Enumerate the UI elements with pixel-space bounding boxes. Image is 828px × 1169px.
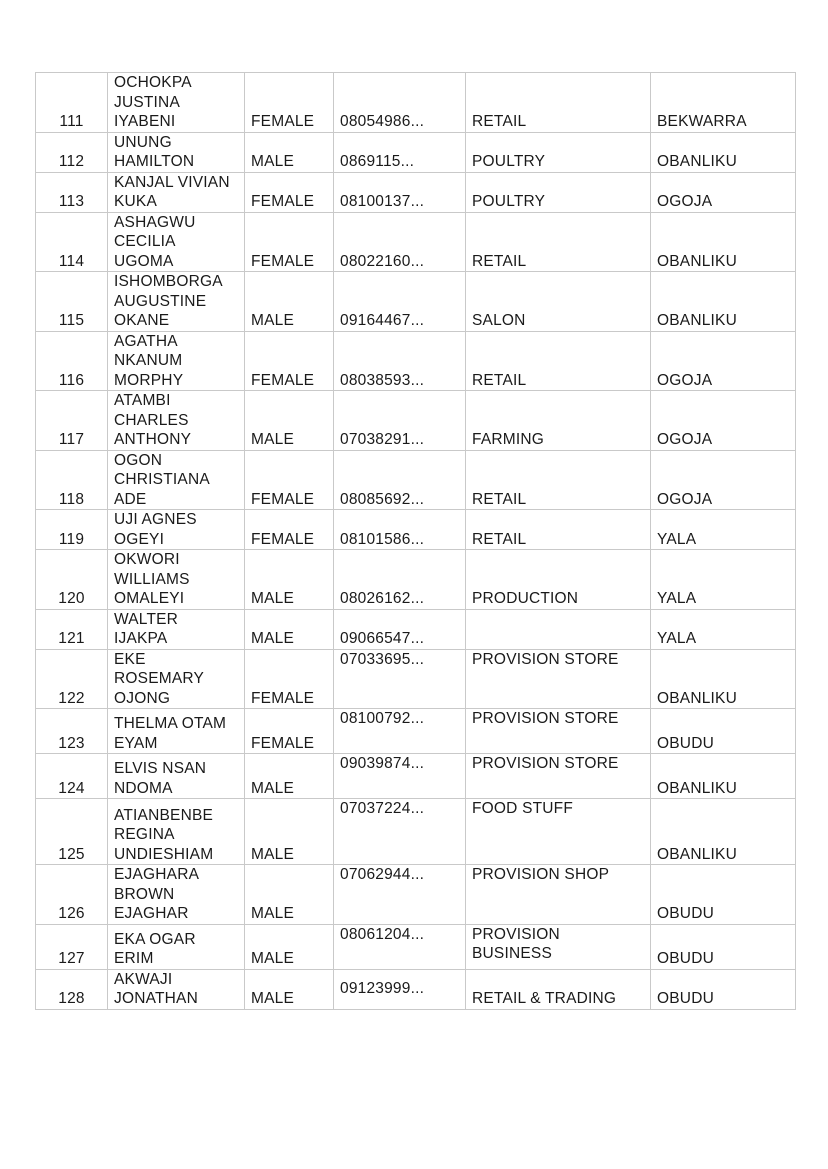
lga-cell: OBANLIKU (651, 272, 796, 332)
business-cell: FARMING (466, 391, 651, 451)
serial-number-cell: 122 (36, 649, 108, 709)
lga-cell: OGOJA (651, 172, 796, 212)
name-cell: ISHOMBORGA AUGUSTINE OKANE (108, 272, 245, 332)
serial-number-cell: 120 (36, 550, 108, 610)
phone-cell: 08026162... (334, 550, 466, 610)
lga-cell: OGOJA (651, 331, 796, 391)
table-row (36, 450, 796, 510)
lga-cell: OBANLIKU (651, 132, 796, 172)
serial-number-cell: 116 (36, 331, 108, 391)
business-cell: PROVISION BUSINESS (466, 924, 651, 969)
business-cell: POULTRY (466, 132, 651, 172)
name-cell: ASHAGWU CECILIA UGOMA (108, 212, 245, 272)
serial-number-cell: 117 (36, 391, 108, 451)
name-cell: OGON CHRISTIANA ADE (108, 450, 245, 510)
lga-cell: OBANLIKU (651, 212, 796, 272)
name-cell: AGATHA NKANUM MORPHY (108, 331, 245, 391)
serial-number-cell: 112 (36, 132, 108, 172)
phone-cell: 08022160... (334, 212, 466, 272)
phone-cell: 09123999... (334, 969, 466, 1009)
phone-cell: 08085692... (334, 450, 466, 510)
gender-cell: MALE (245, 272, 334, 332)
name-cell: EKA OGAR ERIM (108, 924, 245, 969)
gender-cell: MALE (245, 799, 334, 865)
serial-number-cell: 114 (36, 212, 108, 272)
phone-cell: 08061204... (334, 924, 466, 969)
lga-cell: OBANLIKU (651, 754, 796, 799)
lga-cell: YALA (651, 609, 796, 649)
table-row (36, 272, 796, 332)
gender-cell: MALE (245, 391, 334, 451)
name-cell: EKE ROSEMARY OJONG (108, 649, 245, 709)
name-cell: ELVIS NSAN NDOMA (108, 754, 245, 799)
name-cell: EJAGHARA BROWN EJAGHAR (108, 865, 245, 925)
serial-number-cell: 115 (36, 272, 108, 332)
gender-cell: MALE (245, 754, 334, 799)
serial-number-cell: 118 (36, 450, 108, 510)
business-cell: RETAIL & TRADING (466, 969, 651, 1009)
business-cell: PROVISION STORE (466, 754, 651, 799)
name-cell: ATIANBENBE REGINA UNDIESHIAM (108, 799, 245, 865)
phone-cell: 08038593... (334, 331, 466, 391)
gender-cell: FEMALE (245, 331, 334, 391)
table-row (36, 865, 796, 925)
phone-cell: 08100137... (334, 172, 466, 212)
phone-cell: 07037224... (334, 799, 466, 865)
table-row (36, 172, 796, 212)
gender-cell: MALE (245, 969, 334, 1009)
gender-cell: FEMALE (245, 172, 334, 212)
phone-cell: 08100792... (334, 709, 466, 754)
serial-number-cell: 121 (36, 609, 108, 649)
name-cell: THELMA OTAM EYAM (108, 709, 245, 754)
name-cell: OKWORI WILLIAMS OMALEYI (108, 550, 245, 610)
table-row (36, 924, 796, 969)
serial-number-cell: 124 (36, 754, 108, 799)
lga-cell: OBANLIKU (651, 799, 796, 865)
business-cell: PRODUCTION (466, 550, 651, 610)
table-row (36, 73, 796, 133)
gender-cell: MALE (245, 132, 334, 172)
gender-cell: FEMALE (245, 649, 334, 709)
table-row (36, 969, 796, 1009)
business-cell: PROVISION STORE (466, 709, 651, 754)
serial-number-cell: 127 (36, 924, 108, 969)
name-cell: KANJAL VIVIAN KUKA (108, 172, 245, 212)
phone-cell: 07033695... (334, 649, 466, 709)
gender-cell: MALE (245, 865, 334, 925)
table-row (36, 510, 796, 550)
phone-cell: 07038291... (334, 391, 466, 451)
gender-cell: FEMALE (245, 212, 334, 272)
gender-cell: MALE (245, 924, 334, 969)
phone-cell: 08054986... (334, 73, 466, 133)
business-cell: RETAIL (466, 510, 651, 550)
lga-cell: YALA (651, 550, 796, 610)
table-row (36, 754, 796, 799)
lga-cell: OBUDU (651, 709, 796, 754)
lga-cell: BEKWARRA (651, 73, 796, 133)
lga-cell: OGOJA (651, 450, 796, 510)
serial-number-cell: 111 (36, 73, 108, 133)
table-row (36, 609, 796, 649)
name-cell: AKWAJI JONATHAN (108, 969, 245, 1009)
name-cell: ATAMBI CHARLES ANTHONY (108, 391, 245, 451)
gender-cell: FEMALE (245, 450, 334, 510)
phone-cell: 09066547... (334, 609, 466, 649)
business-cell: FOOD STUFF (466, 799, 651, 865)
gender-cell: MALE (245, 609, 334, 649)
serial-number-cell: 126 (36, 865, 108, 925)
table-row (36, 799, 796, 865)
table-row (36, 331, 796, 391)
table-row (36, 391, 796, 451)
table-row (36, 709, 796, 754)
table-row (36, 550, 796, 610)
phone-cell: 0869115... (334, 132, 466, 172)
business-cell: SALON (466, 272, 651, 332)
lga-cell: YALA (651, 510, 796, 550)
business-cell: RETAIL (466, 212, 651, 272)
name-cell: UNUNG HAMILTON (108, 132, 245, 172)
business-cell: PROVISION SHOP (466, 865, 651, 925)
name-cell: OCHOKPA JUSTINA IYABENI (108, 73, 245, 133)
serial-number-cell: 125 (36, 799, 108, 865)
gender-cell: FEMALE (245, 73, 334, 133)
gender-cell: FEMALE (245, 510, 334, 550)
table-row (36, 132, 796, 172)
lga-cell: OGOJA (651, 391, 796, 451)
name-cell: UJI AGNES OGEYI (108, 510, 245, 550)
business-cell: RETAIL (466, 73, 651, 133)
business-cell: RETAIL (466, 331, 651, 391)
lga-cell: OBUDU (651, 969, 796, 1009)
gender-cell: FEMALE (245, 709, 334, 754)
business-cell: PROVISION STORE (466, 649, 651, 709)
gender-cell: MALE (245, 550, 334, 610)
business-cell: POULTRY (466, 172, 651, 212)
business-cell: RETAIL (466, 450, 651, 510)
serial-number-cell: 123 (36, 709, 108, 754)
table-row (36, 649, 796, 709)
serial-number-cell: 113 (36, 172, 108, 212)
beneficiary-table (35, 72, 796, 1010)
serial-number-cell: 119 (36, 510, 108, 550)
lga-cell: OBANLIKU (651, 649, 796, 709)
phone-cell: 07062944... (334, 865, 466, 925)
lga-cell: OBUDU (651, 865, 796, 925)
lga-cell: OBUDU (651, 924, 796, 969)
business-cell (466, 609, 651, 649)
phone-cell: 09039874... (334, 754, 466, 799)
name-cell: WALTER IJAKPA (108, 609, 245, 649)
table-row (36, 212, 796, 272)
serial-number-cell: 128 (36, 969, 108, 1009)
table-body (36, 73, 796, 1010)
phone-cell: 09164467... (334, 272, 466, 332)
phone-cell: 08101586... (334, 510, 466, 550)
